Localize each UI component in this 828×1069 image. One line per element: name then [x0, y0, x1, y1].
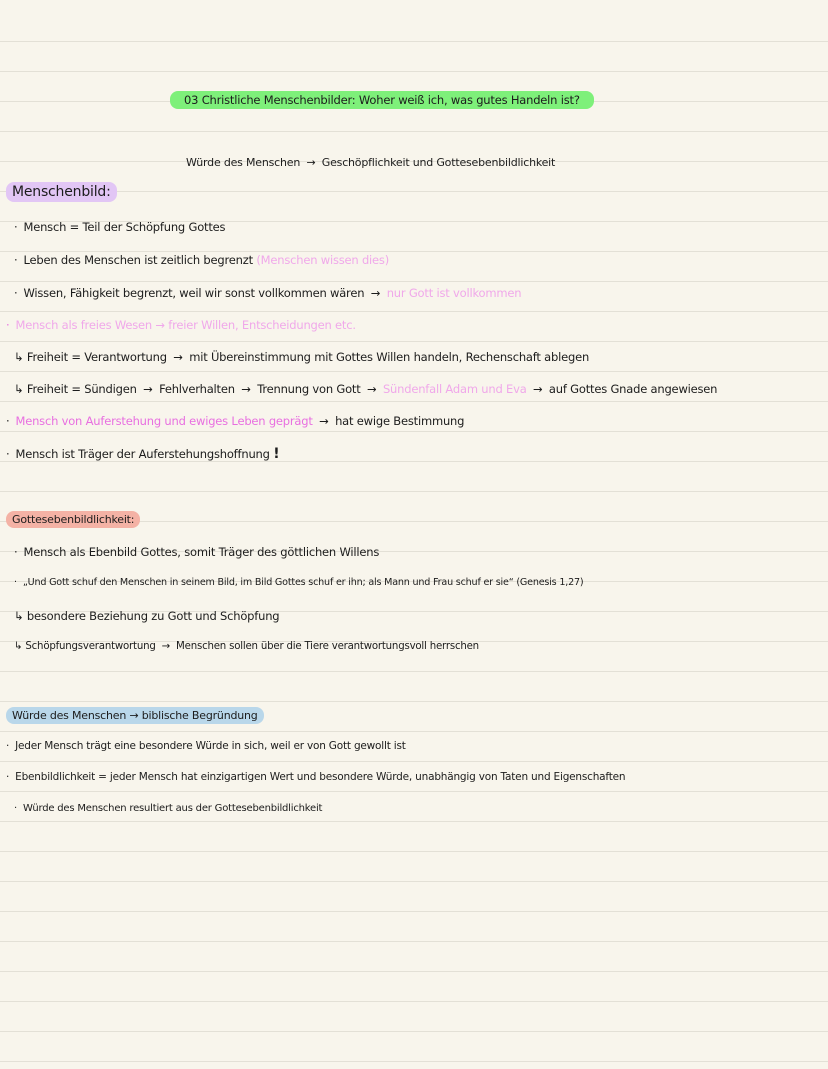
- list-item: [14, 253, 389, 267]
- item-note: Sündenfall Adam und Eva: [382, 382, 527, 396]
- item-text: Würde des Menschen resultiert aus der Gottesebenbildlichkeit: [22, 803, 323, 814]
- item-text: Wissen, Fähigkeit begrenzt, weil wir sonst vollkommen wären: [23, 286, 365, 300]
- item-text: Mensch ist Träger der Auferstehungshoffnung: [15, 447, 270, 461]
- list-item: [14, 382, 717, 396]
- heading-text: biblische Begründung: [141, 709, 258, 722]
- list-item: [14, 577, 583, 588]
- right-arrow-icon: →: [241, 382, 251, 396]
- right-arrow-icon: →: [306, 156, 316, 169]
- item-text: Ebenbildlichkeit = jeder Mensch hat einzigartigen Wert und besondere Würde, unabhängig von Taten und Eigenschaften: [15, 771, 626, 783]
- item-text: „Und Gott schuf den Menschen in seinem Bild, im Bild Gottes schuf er ihn; als Mann und Frau schuf er sie“ (Genesis 1,27): [22, 577, 584, 588]
- bullet-icon: ·: [14, 577, 17, 588]
- right-arrow-icon: →: [319, 414, 329, 428]
- item-text: Freiheit = Verantwortung: [26, 350, 167, 364]
- item-text: Mensch von Auferstehung und ewiges Leben geprägt: [15, 414, 313, 428]
- item-text: besondere Beziehung zu Gott und Schöpfung: [26, 609, 280, 623]
- right-arrow-icon: →: [370, 286, 381, 300]
- right-arrow-icon: →: [367, 382, 377, 396]
- heading-highlight: Menschenbild:: [6, 182, 117, 202]
- list-item: [14, 641, 479, 652]
- right-arrow-icon: →: [143, 382, 153, 396]
- page-title: [170, 93, 594, 107]
- item-text: hat ewige Bestimmung: [335, 414, 465, 428]
- item-text: Freiheit = Sündigen: [26, 382, 137, 396]
- item-text: Jeder Mensch trägt eine besondere Würde in sich, weil er von Gott gewollt ist: [15, 740, 406, 752]
- list-item: [14, 286, 521, 300]
- item-text: Mensch als freies Wesen → freier Willen, Entscheidungen etc.: [15, 318, 356, 332]
- list-item: [14, 803, 322, 814]
- exclamation-mark: !: [273, 446, 280, 462]
- list-item: [6, 446, 279, 462]
- subtitle-right: Geschöpflichkeit und Gottesebenbildlichkeit: [321, 156, 556, 169]
- item-note: nur Gott ist vollkommen: [386, 286, 522, 300]
- bullet-icon: ·: [6, 414, 10, 428]
- bullet-icon: ·: [14, 253, 18, 267]
- item-text: Menschen sollen über die Tiere verantwortungsvoll herrschen: [176, 641, 479, 652]
- heading-highlight: [6, 707, 264, 724]
- item-text: Fehlverhalten: [159, 382, 235, 396]
- subtitle-left: Würde des Menschen: [186, 156, 301, 169]
- item-text: Schöpfungsverantwortung: [25, 641, 156, 652]
- bullet-icon: ·: [6, 447, 10, 461]
- item-note: (Menschen wissen dies): [256, 253, 390, 267]
- list-item: [14, 220, 225, 234]
- list-item: [6, 414, 464, 428]
- title-highlight: 03 Christliche Menschenbilder: Woher weiß ich, was gutes Handeln ist?: [170, 91, 594, 109]
- hook-arrow-icon: ↳: [14, 609, 24, 623]
- list-item: [6, 771, 625, 783]
- list-item: [6, 740, 406, 752]
- item-text: auf Gottes Gnade angewiesen: [548, 382, 718, 396]
- hook-arrow-icon: ↳: [14, 382, 24, 396]
- right-arrow-icon: →: [129, 709, 139, 722]
- bullet-icon: ·: [6, 740, 10, 752]
- bullet-icon: ·: [6, 771, 10, 783]
- item-text: Leben des Menschen ist zeitlich begrenzt: [23, 253, 253, 267]
- item-text: Mensch = Teil der Schöpfung Gottes: [23, 220, 226, 234]
- item-text: mit Übereinstimmung mit Gottes Willen handeln, Rechenschaft ablegen: [189, 350, 590, 364]
- subtitle: [186, 156, 555, 169]
- right-arrow-icon: →: [161, 641, 170, 652]
- hook-arrow-icon: ↳: [14, 641, 23, 652]
- bullet-icon: ·: [14, 545, 18, 559]
- right-arrow-icon: →: [533, 382, 543, 396]
- list-item: [14, 609, 279, 623]
- heading-highlight: Gottesebenbildlichkeit:: [6, 511, 140, 528]
- list-item: [6, 318, 356, 332]
- heading-text: Würde des Menschen: [12, 709, 127, 722]
- section-heading-gottesebenbildlichkeit: [6, 512, 140, 526]
- list-item: [14, 350, 589, 364]
- hook-arrow-icon: ↳: [14, 350, 24, 364]
- item-text: Mensch als Ebenbild Gottes, somit Träger des göttlichen Willens: [23, 545, 380, 559]
- section-heading-wuerde: [6, 708, 264, 722]
- right-arrow-icon: →: [173, 350, 183, 364]
- item-text: Trennung von Gott: [257, 382, 361, 396]
- bullet-icon: ·: [14, 220, 18, 234]
- list-item: [14, 545, 379, 559]
- bullet-icon: ·: [14, 286, 18, 300]
- bullet-icon: ·: [14, 803, 17, 814]
- section-heading-menschenbild: [6, 184, 117, 200]
- bullet-icon: ·: [6, 318, 10, 332]
